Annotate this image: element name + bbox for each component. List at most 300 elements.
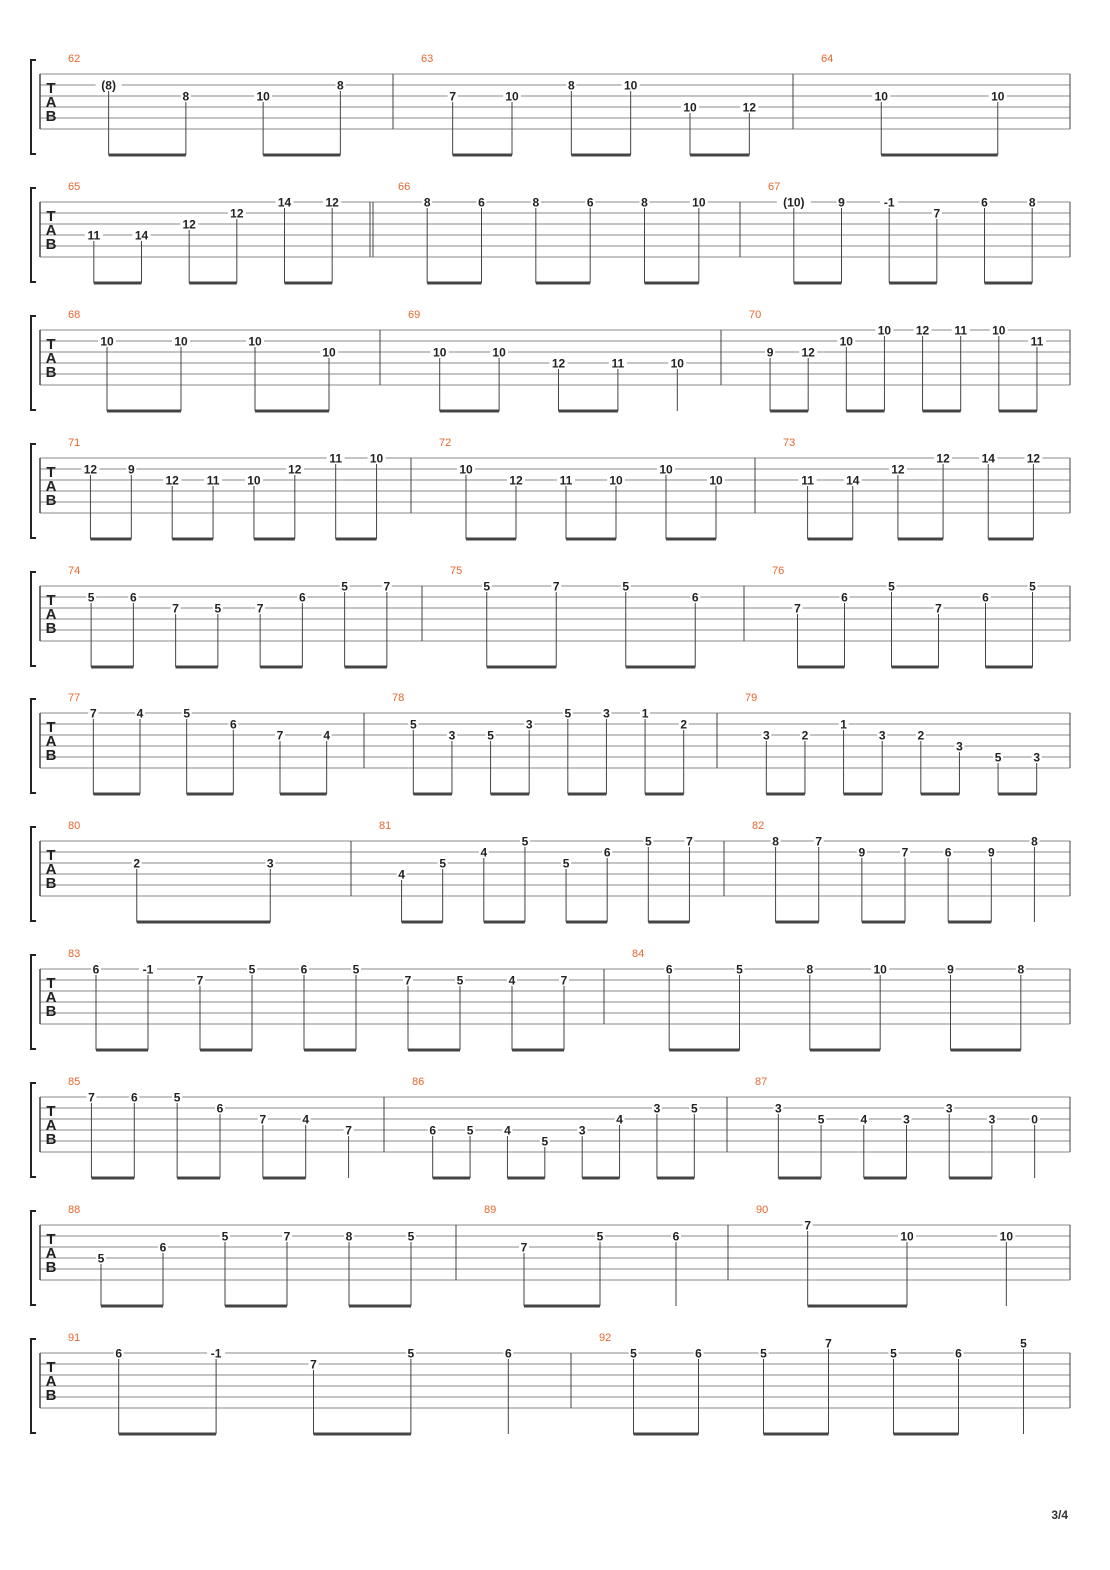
tab-clef-letter: B <box>45 1131 57 1148</box>
fret-number: 7 <box>935 601 942 616</box>
tab-clef-letter: A <box>45 989 57 1006</box>
measure-number: 79 <box>745 692 758 704</box>
measure-number: 63 <box>421 53 434 65</box>
measure-number: 71 <box>68 437 81 449</box>
measure <box>749 309 1046 411</box>
measure <box>379 820 694 922</box>
tab-system <box>31 692 1070 794</box>
system-bracket <box>31 1339 36 1433</box>
tab-clef-letter: A <box>45 733 57 750</box>
fret-number: 11 <box>559 473 573 488</box>
fret-number: 6 <box>586 195 594 210</box>
measure-number: 83 <box>68 948 81 960</box>
fret-number: 10 <box>505 89 519 104</box>
measure <box>484 1204 681 1306</box>
fret-number: 0 <box>1031 1112 1038 1127</box>
measure-number: 88 <box>68 1204 81 1216</box>
measure-number: 65 <box>68 181 81 193</box>
measure-number: 85 <box>68 1076 81 1088</box>
tab-clef-letter: B <box>45 1259 57 1276</box>
tab-clef-letter: A <box>45 94 57 111</box>
fret-number: 5 <box>760 1346 767 1361</box>
measure <box>783 437 1042 539</box>
measure-number: 74 <box>68 565 81 577</box>
measure <box>756 1204 1015 1306</box>
fret-number: 10 <box>369 451 384 466</box>
fret-number: 6 <box>841 590 848 605</box>
fret-number: 5 <box>521 834 529 849</box>
fret-number: 6 <box>299 590 306 605</box>
measure <box>599 1332 1029 1434</box>
fret-number: 4 <box>136 706 144 721</box>
fret-number: 11 <box>954 323 968 338</box>
measure-number: 82 <box>752 820 765 832</box>
tab-system <box>31 820 1070 922</box>
measure-number: 73 <box>783 437 796 449</box>
system-bracket <box>31 1211 36 1305</box>
tab-clef-letter: T <box>46 719 56 736</box>
fret-number: 10 <box>492 345 506 360</box>
system-bracket <box>31 316 36 410</box>
fret-number: 12 <box>182 217 196 232</box>
fret-number: 6 <box>944 845 952 860</box>
page-number: 3/4 <box>1051 1508 1068 1522</box>
tab-clef-letter: A <box>45 222 57 239</box>
tab-clef-letter: T <box>46 336 56 353</box>
fret-number: 7 <box>88 1090 95 1105</box>
fret-number: 3 <box>775 1101 782 1116</box>
tab-clef-letter: T <box>46 1359 56 1376</box>
fret-number: 5 <box>564 706 572 721</box>
fret-number: 10 <box>874 89 888 104</box>
fret-number: 6 <box>216 1101 224 1116</box>
fret-number: 10 <box>247 473 261 488</box>
fret-number: 8 <box>1031 834 1038 849</box>
tab-clef-letter: B <box>45 875 57 892</box>
fret-number: (8) <box>101 78 116 93</box>
fret-number: 10 <box>999 1229 1014 1244</box>
measure-number: 87 <box>755 1076 768 1088</box>
fret-number: 5 <box>1020 1336 1027 1351</box>
fret-number: 6 <box>504 1346 512 1361</box>
fret-number: 12 <box>83 462 98 477</box>
fret-number: 7 <box>815 834 823 849</box>
fret-number: 5 <box>562 856 570 871</box>
fret-number: 4 <box>508 973 516 988</box>
fret-number: 7 <box>283 1229 291 1244</box>
measure <box>752 820 1039 922</box>
tab-clef-letter: T <box>46 1231 56 1248</box>
fret-number: 4 <box>504 1123 511 1138</box>
fret-number: 6 <box>478 195 485 210</box>
measure-number: 80 <box>68 820 81 832</box>
fret-number: 5 <box>690 1101 698 1116</box>
fret-number: 2 <box>801 728 809 743</box>
measure <box>632 948 1026 1050</box>
tab-clef-letter: B <box>45 492 57 509</box>
fret-number: 6 <box>92 962 100 977</box>
measure <box>755 1076 1040 1178</box>
fret-number: 11 <box>801 473 814 488</box>
fret-number: 12 <box>288 462 302 477</box>
fret-number: 10 <box>839 334 853 349</box>
fret-number: 9 <box>838 195 845 210</box>
fret-number: -1 <box>142 962 154 977</box>
fret-number: 3 <box>988 1112 996 1127</box>
tab-clef-letter: T <box>46 80 56 97</box>
measure-number: 67 <box>768 181 781 193</box>
system-bracket <box>31 955 36 1049</box>
tab-clef-letter: T <box>46 208 56 225</box>
fret-number: 7 <box>276 728 284 743</box>
fret-number: 12 <box>891 462 905 477</box>
fret-number: 11 <box>1030 334 1044 349</box>
fret-number: 8 <box>532 195 540 210</box>
fret-number: 10 <box>877 323 892 338</box>
fret-number: 1 <box>641 706 649 721</box>
fret-number: 3 <box>525 717 533 732</box>
fret-number: 5 <box>644 834 652 849</box>
measure-number: 86 <box>412 1076 425 1088</box>
measure-number: 81 <box>379 820 392 832</box>
fret-number: 12 <box>509 473 523 488</box>
fret-number: 6 <box>130 590 137 605</box>
measure <box>68 53 345 155</box>
fret-number: 7 <box>259 1112 267 1127</box>
tab-clef-letter: B <box>45 747 57 764</box>
system-bracket <box>31 827 36 921</box>
measure <box>398 181 708 283</box>
fret-number: 10 <box>100 334 114 349</box>
fret-number: 10 <box>248 334 262 349</box>
fret-number: 6 <box>130 1090 138 1105</box>
fret-number: 5 <box>173 1090 181 1105</box>
measure-number: 72 <box>439 437 452 449</box>
fret-number: 8 <box>423 195 431 210</box>
tab-system <box>31 565 1070 667</box>
fret-number: 7 <box>449 89 457 104</box>
fret-number: 7 <box>520 1240 528 1255</box>
fret-number: (10) <box>783 195 805 210</box>
fret-number: 11 <box>87 228 101 243</box>
tab-clef-letter: A <box>45 478 57 495</box>
fret-number: 10 <box>659 462 673 477</box>
measure-number: 92 <box>599 1332 612 1344</box>
fret-number: 6 <box>672 1229 680 1244</box>
fret-number: 10 <box>692 195 706 210</box>
fret-number: 4 <box>302 1112 310 1127</box>
measure <box>68 1204 416 1306</box>
fret-number: 10 <box>623 78 638 93</box>
fret-number: 9 <box>947 962 954 977</box>
tab-clef-letter: A <box>45 1117 57 1134</box>
fret-number: 1 <box>840 717 847 732</box>
tab-system <box>31 1204 1070 1306</box>
fret-number: 5 <box>97 1251 105 1266</box>
system-bracket <box>31 699 36 793</box>
measure <box>68 565 392 667</box>
fret-number: 10 <box>670 356 684 371</box>
measure <box>68 437 386 539</box>
system-bracket <box>31 444 36 538</box>
measure-number: 68 <box>68 309 81 321</box>
fret-number: 10 <box>683 100 697 115</box>
fret-number: 5 <box>407 1346 415 1361</box>
fret-number: 7 <box>172 601 179 616</box>
fret-number: 3 <box>653 1101 661 1116</box>
fret-number: 14 <box>277 195 292 210</box>
fret-number: 6 <box>982 590 989 605</box>
fret-number: -1 <box>883 195 895 210</box>
fret-number: 7 <box>901 845 909 860</box>
tab-clef-letter: B <box>45 1387 57 1404</box>
tab-system <box>31 181 1070 283</box>
measure <box>68 948 569 1050</box>
measure <box>68 1332 513 1434</box>
tab-system <box>31 309 1070 411</box>
measure <box>68 820 275 922</box>
fret-number: 12 <box>230 206 244 221</box>
tab-system <box>31 948 1070 1050</box>
fret-number: 4 <box>398 867 405 882</box>
measure-number: 90 <box>756 1204 769 1216</box>
fret-number: 7 <box>383 579 391 594</box>
fret-number: 10 <box>256 89 270 104</box>
fret-number: 5 <box>352 962 360 977</box>
system-bracket <box>31 572 36 666</box>
fret-number: 6 <box>300 962 308 977</box>
measure <box>68 181 341 283</box>
fret-number: 12 <box>936 451 950 466</box>
measure-number: 89 <box>484 1204 497 1216</box>
fret-number: 6 <box>955 1346 962 1361</box>
fret-number: 8 <box>567 78 575 93</box>
fret-number: 12 <box>551 356 566 371</box>
fret-number: 7 <box>933 206 941 221</box>
fret-number: 6 <box>691 590 699 605</box>
fret-number: 9 <box>127 462 135 477</box>
fret-number: 7 <box>686 834 693 849</box>
fret-number: 12 <box>915 323 930 338</box>
system-bracket <box>31 188 36 282</box>
tab-clef-letter: B <box>45 1003 57 1020</box>
fret-number: 7 <box>196 973 204 988</box>
fret-number: 10 <box>322 345 336 360</box>
fret-number: 3 <box>903 1112 910 1127</box>
fret-number: 6 <box>695 1346 702 1361</box>
fret-number: -1 <box>210 1346 222 1361</box>
fret-number: 4 <box>860 1112 868 1127</box>
fret-number: 5 <box>456 973 464 988</box>
fret-number: 12 <box>165 473 179 488</box>
fret-number: 5 <box>341 579 348 594</box>
fret-number: 7 <box>560 973 568 988</box>
fret-number: 5 <box>409 717 417 732</box>
fret-number: 10 <box>609 473 623 488</box>
measure-number: 76 <box>772 565 785 577</box>
fret-number: 11 <box>206 473 220 488</box>
tab-clef-letter: T <box>46 975 56 992</box>
fret-number: 7 <box>310 1357 317 1372</box>
fret-number: 3 <box>945 1101 953 1116</box>
fret-number: 14 <box>981 451 995 466</box>
fret-number: 3 <box>603 706 610 721</box>
measure <box>68 692 332 794</box>
measure <box>392 692 689 794</box>
fret-number: 7 <box>345 1123 352 1138</box>
fret-number: 10 <box>709 473 723 488</box>
measure <box>412 1076 699 1178</box>
tab-clef-letter: B <box>45 364 57 381</box>
fret-number: 5 <box>466 1123 474 1138</box>
fret-number: 8 <box>641 195 648 210</box>
measure <box>821 53 1007 155</box>
fret-number: 6 <box>229 717 237 732</box>
measure <box>745 692 1042 794</box>
fret-number: 8 <box>806 962 814 977</box>
fret-number: 5 <box>221 1229 229 1244</box>
fret-number: 10 <box>873 962 887 977</box>
fret-number: 5 <box>248 962 256 977</box>
fret-number: 7 <box>794 601 801 616</box>
tab-system <box>31 1332 1070 1434</box>
tab-clef-letter: T <box>46 464 56 481</box>
fret-number: 5 <box>1029 579 1036 594</box>
fret-number: 2 <box>680 717 688 732</box>
fret-number: 5 <box>890 1346 897 1361</box>
measure-number: 78 <box>392 692 405 704</box>
tab-clef-letter: A <box>45 1373 57 1390</box>
fret-number: 3 <box>956 739 963 754</box>
system-bracket <box>31 60 36 154</box>
fret-number: 5 <box>622 579 630 594</box>
fret-number: 8 <box>345 1229 353 1244</box>
fret-number: 3 <box>266 856 274 871</box>
fret-number: 8 <box>1017 962 1025 977</box>
fret-number: 5 <box>596 1229 604 1244</box>
fret-number: 12 <box>325 195 339 210</box>
fret-number: 4 <box>616 1112 623 1127</box>
fret-number: 3 <box>448 728 456 743</box>
measure <box>768 181 1037 283</box>
fret-number: 10 <box>900 1229 914 1244</box>
measure <box>772 565 1038 667</box>
tab-system <box>31 1076 1070 1178</box>
measure-number: 66 <box>398 181 411 193</box>
fret-number: 4 <box>480 845 488 860</box>
fret-number: 5 <box>736 962 743 977</box>
fret-number: 5 <box>407 1229 415 1244</box>
fret-number: 5 <box>630 1346 637 1361</box>
fret-number: 5 <box>214 601 222 616</box>
fret-number: 5 <box>87 590 95 605</box>
tab-system <box>31 437 1070 539</box>
fret-number: 10 <box>459 462 473 477</box>
fret-number: 7 <box>404 973 412 988</box>
fret-number: 12 <box>801 345 815 360</box>
fret-number: 7 <box>552 579 560 594</box>
fret-number: 6 <box>665 962 673 977</box>
fret-number: 2 <box>133 856 141 871</box>
fret-number: 14 <box>846 473 860 488</box>
measure <box>450 565 700 667</box>
fret-number: 5 <box>439 856 447 871</box>
fret-number: 10 <box>992 323 1006 338</box>
measure <box>421 53 758 155</box>
measure-number: 75 <box>450 565 463 577</box>
tab-clef-letter: T <box>46 1103 56 1120</box>
fret-number: 3 <box>578 1123 586 1138</box>
fret-number: 3 <box>878 728 886 743</box>
fret-number: 8 <box>1028 195 1036 210</box>
tab-clef-letter: T <box>46 592 56 609</box>
measure-number: 77 <box>68 692 81 704</box>
measure <box>439 437 725 539</box>
fret-number: 5 <box>183 706 191 721</box>
tab-clef-letter: A <box>45 606 57 623</box>
measure <box>68 1076 354 1178</box>
tab-clef-letter: B <box>45 108 57 125</box>
fret-number: 7 <box>256 601 264 616</box>
fret-number: 12 <box>1026 451 1041 466</box>
tab-clef-letter: A <box>45 1245 57 1262</box>
fret-number: 5 <box>541 1134 549 1149</box>
measure-number: 70 <box>749 309 762 321</box>
tab-clef-letter: B <box>45 620 57 637</box>
system-bracket <box>31 1083 36 1177</box>
fret-number: 4 <box>323 728 331 743</box>
fret-number: 6 <box>115 1346 123 1361</box>
tab-clef-letter: B <box>45 236 57 253</box>
fret-number: 3 <box>762 728 770 743</box>
fret-number: 8 <box>182 89 190 104</box>
fret-number: 8 <box>337 78 344 93</box>
fret-number: 7 <box>825 1336 832 1351</box>
fret-number: 14 <box>134 228 149 243</box>
measure <box>408 309 686 411</box>
fret-number: 8 <box>772 834 779 849</box>
fret-number: 9 <box>766 345 774 360</box>
measure-number: 64 <box>821 53 834 65</box>
measure-number: 91 <box>68 1332 81 1344</box>
fret-number: 10 <box>991 89 1005 104</box>
fret-number: 6 <box>603 845 611 860</box>
fret-number: 10 <box>433 345 447 360</box>
tab-clef-letter: A <box>45 350 57 367</box>
fret-number: 10 <box>174 334 188 349</box>
tab-clef-letter: A <box>45 861 57 878</box>
measure-number: 84 <box>632 948 645 960</box>
measure-number: 62 <box>68 53 81 65</box>
tab-system <box>31 53 1070 155</box>
fret-number: 11 <box>611 356 625 371</box>
fret-number: 12 <box>742 100 757 115</box>
fret-number: 5 <box>483 579 491 594</box>
fret-number: 6 <box>981 195 988 210</box>
fret-number: 5 <box>487 728 494 743</box>
fret-number: 11 <box>329 451 343 466</box>
fret-number: 7 <box>804 1218 812 1233</box>
tab-clef-letter: T <box>46 847 56 864</box>
measure <box>68 309 338 411</box>
fret-number: 6 <box>159 1240 167 1255</box>
fret-number: 9 <box>987 845 995 860</box>
fret-number: 5 <box>888 579 895 594</box>
fret-number: 7 <box>89 706 97 721</box>
measure-number: 69 <box>408 309 421 321</box>
fret-number: 6 <box>429 1123 437 1138</box>
fret-number: 5 <box>817 1112 825 1127</box>
